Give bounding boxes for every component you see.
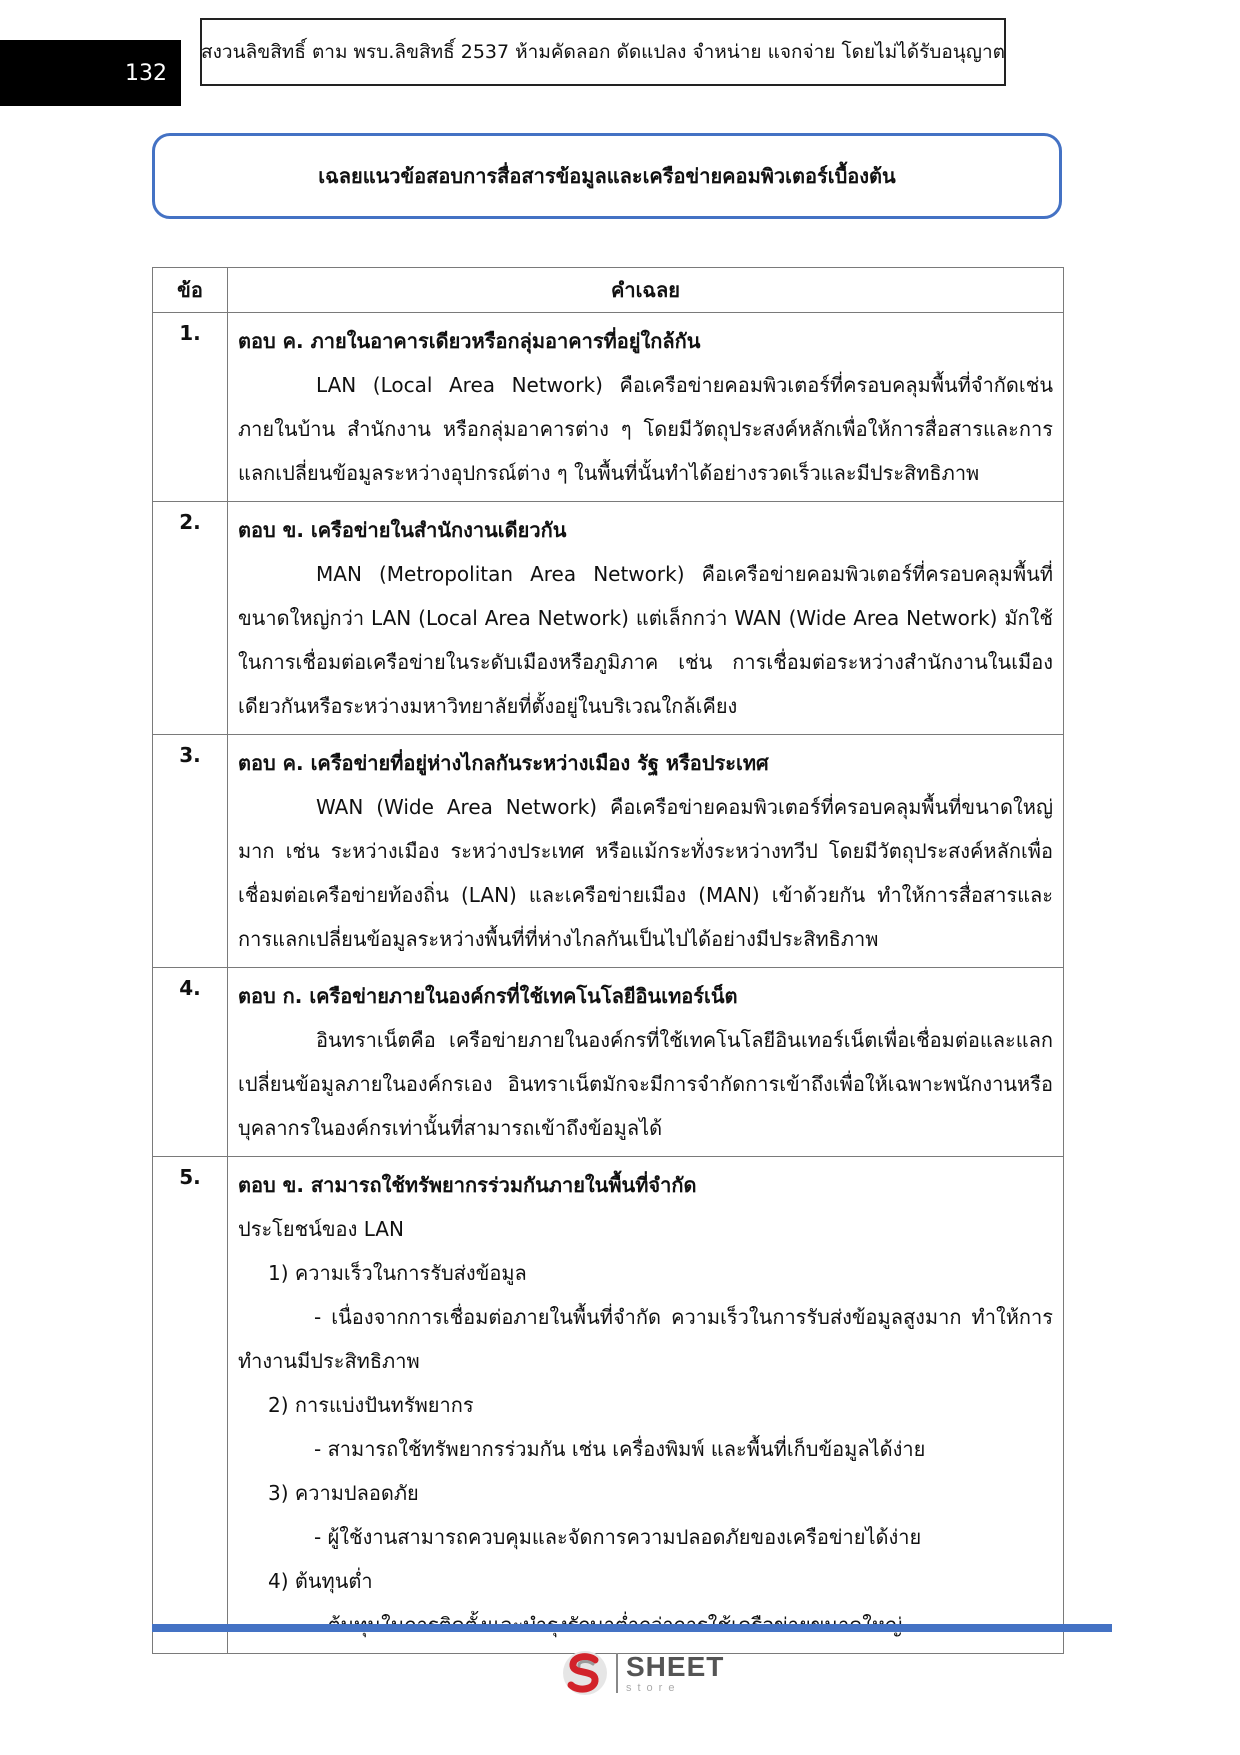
benefit-heading: 3) ความปลอดภัย [268, 1481, 419, 1505]
column-header-no: ข้อ [153, 268, 228, 313]
table-header-row [153, 268, 1064, 313]
benefit-heading: 4) ต้นทุนต่ำ [268, 1569, 373, 1593]
benefit-detail: - ผู้ใช้งานสามารถควบคุมและจัดการความปลอดภัยของเครือข่ายได้ง่าย [314, 1525, 922, 1549]
answer-choice: ตอบ ค. เครือข่ายที่อยู่ห่างไกลกันระหว่างเมือง รัฐ หรือประเทศ [238, 751, 769, 775]
table-row [153, 968, 1064, 1157]
row-number: 1. [153, 313, 228, 502]
benefits-intro: ประโยชน์ของ LAN [238, 1217, 404, 1241]
copyright-notice [200, 18, 1006, 86]
answer-explanation: MAN (Metropolitan Area Network) คือเครือข่ายคอมพิวเตอร์ที่ครอบคลุมพื้นที่ขนาดใหญ่กว่า LAN (Local Area Network) แต่เล็กกว่า WAN (Wide Area Network) มักใช้ในการเชื่อมต่อเครือข่ายในระดับเมืองหรือภูมิภาค เช่น การเชื่อมต่อระหว่างสำนักงานในเมืองเดียวกันหรือระหว่างมหาวิทยาลัยที่ตั้งอยู่ในบริเวณใกล้เคียง [238, 562, 1053, 718]
answer-explanation: LAN (Local Area Network) คือเครือข่ายคอมพิวเตอร์ที่ครอบคลุมพื้นที่จำกัดเช่น ภายในบ้าน สำนักงาน หรือกลุ่มอาคารต่าง ๆ โดยมีวัตถุประสงค์หลักเพื่อให้การสื่อสารและการแลกเปลี่ยนข้อมูลระหว่างอุปกรณ์ต่าง ๆ ในพื้นที่นั้นทำได้อย่างรวดเร็วและมีประสิทธิภาพ [238, 373, 1053, 485]
page-title: เฉลยแนวข้อสอบการสื่อสารข้อมูลและเครือข่ายคอมพิวเตอร์เบื้องต้น [318, 164, 896, 188]
benefit-heading: 1) ความเร็วในการรับส่งข้อมูล [268, 1261, 527, 1285]
column-header-answer: คำเฉลย [228, 268, 1064, 313]
page-number: 132 [125, 60, 167, 86]
answer-choice: ตอบ ข. สามารถใช้ทรัพยากรร่วมกันภายในพื้นที่จำกัด [238, 1173, 697, 1197]
answer-explanation: WAN (Wide Area Network) คือเครือข่ายคอมพิวเตอร์ที่ครอบคลุมพื้นที่ขนาดใหญ่มาก เช่น ระหว่างเมือง ระหว่างประเทศ หรือแม้กระทั่งระหว่างทวีป โดยมีวัตถุประสงค์หลักเพื่อเชื่อมต่อเครือข่ายท้องถิ่น (LAN) และเครือข่ายเมือง (MAN) เข้าด้วยกัน ทำให้การสื่อสารและการแลกเปลี่ยนข้อมูลระหว่างพื้นที่ที่ห่างไกลกันเป็นไปได้อย่างมีประสิทธิภาพ [238, 795, 1053, 951]
logo-text [626, 1650, 725, 1694]
page-number-box [0, 40, 181, 106]
answer-cell [228, 1157, 1064, 1654]
answer-cell [228, 735, 1064, 968]
answer-explanation: อินทราเน็ตคือ เครือข่ายภายในองค์กรที่ใช้เทคโนโลยีอินเทอร์เน็ตเพื่อเชื่อมต่อและแลกเปลี่ยนข้อมูลภายในองค์กรเอง อินทราเน็ตมักจะมีการจำกัดการเข้าถึงเพื่อให้เฉพาะพนักงานหรือบุคลากรในองค์กรเท่านั้นที่สามารถเข้าถึงข้อมูลได้ [238, 1028, 1053, 1140]
answer-cell [228, 968, 1064, 1157]
row-number: 5. [153, 1157, 228, 1654]
copyright-text: สงวนลิขสิทธิ์ ตาม พรบ.ลิขสิทธิ์ 2537 ห้ามคัดลอก ดัดแปลง จำหน่าย แจกจ่าย โดยไม่ได้รับอนุญาต [201, 41, 1005, 63]
row-number: 4. [153, 968, 228, 1157]
answer-choice: ตอบ ก. เครือข่ายภายในองค์กรที่ใช้เทคโนโลยีอินเทอร์เน็ต [238, 984, 738, 1008]
logo-separator [616, 1653, 618, 1693]
row-number: 3. [153, 735, 228, 968]
table-row [153, 1157, 1064, 1654]
sheet-logo-icon [560, 1648, 610, 1698]
benefit-detail: - สามารถใช้ทรัพยากรร่วมกัน เช่น เครื่องพิมพ์ และพื้นที่เก็บข้อมูลได้ง่าย [314, 1437, 926, 1461]
sheet-store-logo [560, 1645, 724, 1701]
answer-cell [228, 313, 1064, 502]
benefit-heading: 2) การแบ่งปันทรัพยากร [268, 1393, 474, 1417]
answer-table [152, 267, 1064, 1654]
table-row [153, 502, 1064, 735]
page-title-box [152, 133, 1062, 219]
answer-choice: ตอบ ค. ภายในอาคารเดียวหรือกลุ่มอาคารที่อยู่ใกล้กัน [238, 329, 701, 353]
logo-word: SHEET [626, 1650, 725, 1682]
answer-choice: ตอบ ข. เครือข่ายในสำนักงานเดียวกัน [238, 518, 567, 542]
logo-subtitle: store [626, 1681, 681, 1694]
footer-divider [152, 1624, 1112, 1632]
row-number: 2. [153, 502, 228, 735]
answer-cell [228, 502, 1064, 735]
table-row [153, 313, 1064, 502]
table-row [153, 735, 1064, 968]
benefit-detail: - เนื่องจากการเชื่อมต่อภายในพื้นที่จำกัด ความเร็วในการรับส่งข้อมูลสูงมาก ทำให้การทำงานมีประสิทธิภาพ [238, 1305, 1053, 1373]
